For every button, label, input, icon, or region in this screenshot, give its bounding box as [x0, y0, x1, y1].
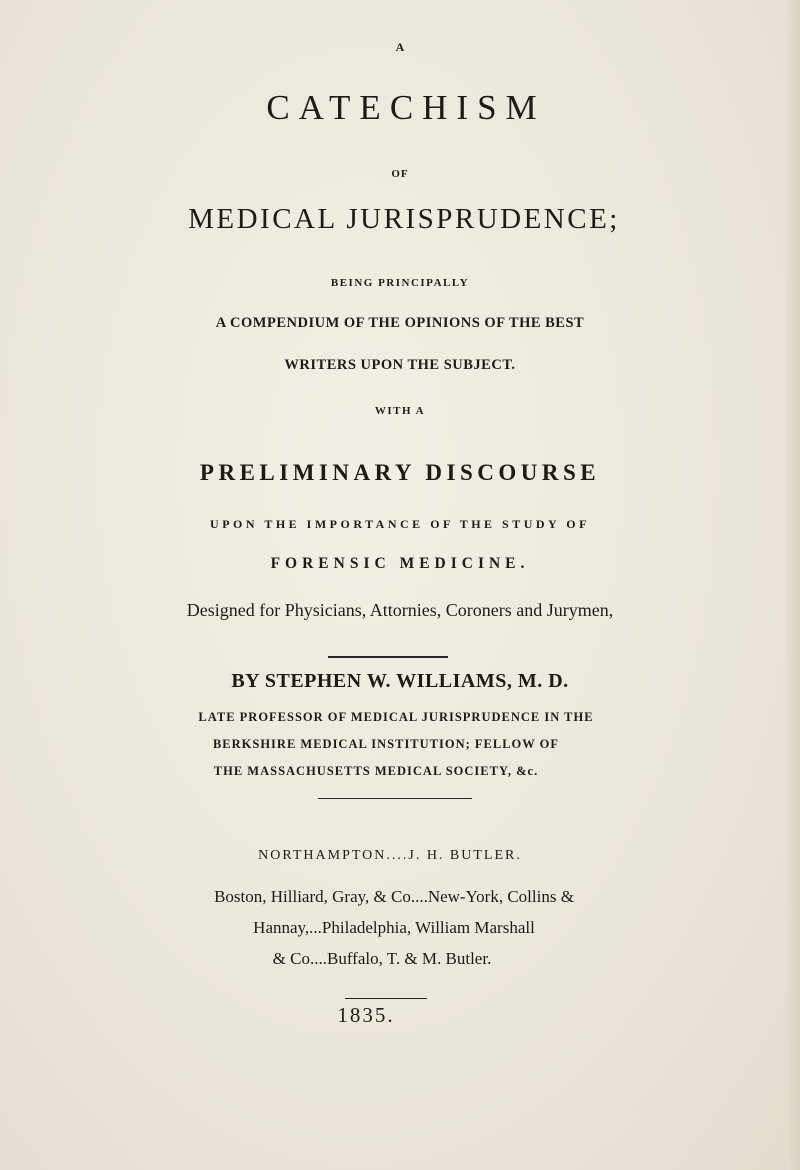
designed-for: Designed for Physicians, Attornies, Coroners and Jurymen, [186, 600, 614, 620]
divider-rule [318, 798, 472, 799]
forensic-medicine: FORENSIC MEDICINE. [270, 555, 530, 572]
imprint-line: NORTHAMPTON....J. H. BUTLER. [258, 848, 522, 863]
divider-rule [345, 998, 427, 999]
compendium-line-2: WRITERS UPON THE SUBJECT. [284, 357, 516, 373]
preliminary-discourse: PRELIMINARY DISCOURSE [199, 460, 601, 485]
being-principally: BEING PRINCIPALLY [330, 277, 470, 289]
with-a: WITH A [374, 405, 426, 417]
subject-title: MEDICAL JURISPRUDENCE; [188, 203, 620, 235]
divider-rule [328, 656, 448, 658]
upon-importance: UPON THE IMPORTANCE OF THE STUDY OF [210, 517, 590, 531]
publishers-line-2: Hannay,...Philadelphia, William Marshall [253, 918, 535, 937]
publication-year: 1835. [337, 1003, 395, 1027]
publishers-line-3: & Co....Buffalo, T. & M. Butler. [272, 949, 492, 968]
credentials-line-3: THE MASSACHUSETTS MEDICAL SOCIETY, &c. [213, 764, 539, 778]
compendium-line-1: A COMPENDIUM OF THE OPINIONS OF THE BEST [215, 315, 585, 331]
title-of: OF [391, 168, 409, 180]
credentials-line-2: BERKSHIRE MEDICAL INSTITUTION; FELLOW OF [212, 737, 560, 751]
credentials-line-1: LATE PROFESSOR OF MEDICAL JURISPRUDENCE IN THE [198, 710, 594, 724]
title-article: A [395, 40, 405, 54]
author-line: BY STEPHEN W. WILLIAMS, M. D. [231, 670, 569, 692]
publishers-line-1: Boston, Hilliard, Gray, & Co....New-York, Collins & [214, 887, 574, 906]
main-title: CATECHISM [266, 88, 546, 127]
